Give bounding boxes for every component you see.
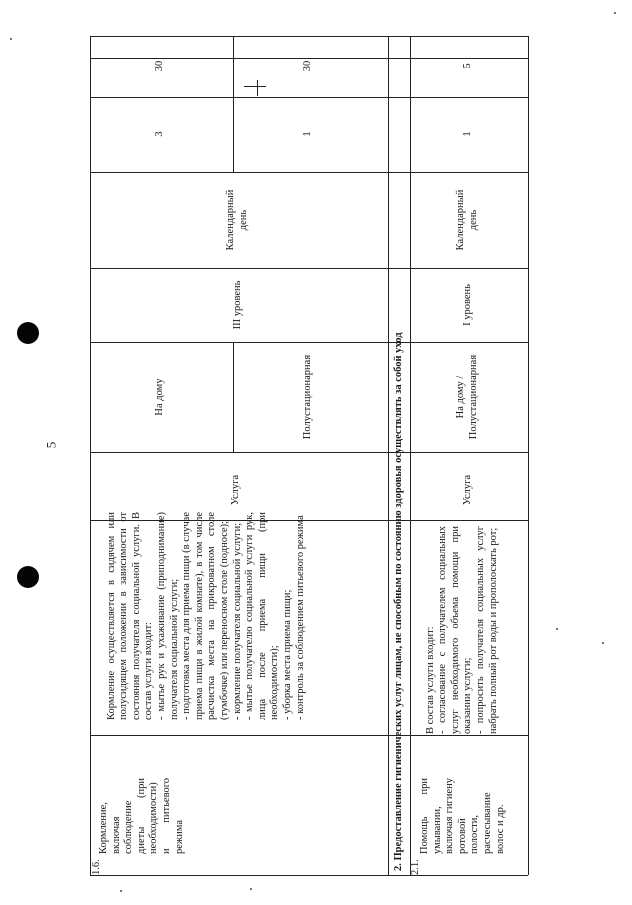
punch-hole-bottom	[17, 566, 39, 588]
cell-2-1-unit: Услуга	[462, 474, 473, 506]
cell-1-6-qty-semi: 1	[302, 131, 313, 137]
col-line-unit	[90, 268, 528, 269]
table-border-bottom	[90, 875, 528, 876]
table-border-top	[90, 36, 528, 37]
col-line-description	[90, 172, 528, 173]
col-line-name	[90, 97, 528, 98]
cell-1-6-total-home: 30	[154, 60, 165, 72]
cell-1-6-unit: Услуга	[230, 474, 241, 506]
scan-speck	[602, 642, 604, 644]
col-line-level	[90, 452, 528, 453]
subrow-sep-1-6-form	[233, 342, 234, 453]
cell-2-1-name: Помощь при умывании, включая гигиену ротовой полости, расчесывание волос и др.	[419, 778, 506, 854]
cell-2-1-description: В состав услуги входит: - согласование с получателем социальных услуг необходимого объема помощи при оказании услуги; - попросить получателя социальных услуг набрать полный рот воды и прополоскать рот;	[424, 526, 499, 734]
scan-speck	[120, 890, 122, 892]
scan-speck	[614, 12, 616, 14]
cell-1-6-description: Кормление осуществляется в сидячем или полусидящем положении в зависимости от состояния получателя социальной услуги. В состав услуги входит: - мытье рук и ухаживание (приподнимание) получателя социальной услуги; - подготовка места для приема пищи (в случае приема пищи в жилой комнате), в том числе расчистка места на прикроватном столе (тумбочке) или переносном столе (подносе); - кормление получателя социальной услуги; - мытье получателю социальной услуги рук, лица после приема пищи (при необходимости); - уборка места приема пищи; - контроль за соблюдением питьевого режима	[105, 512, 306, 720]
cell-1-6-period: Календарный день	[225, 189, 249, 251]
scan-speck	[10, 38, 12, 40]
table-border-right	[528, 36, 529, 875]
cell-1-6-name: Кормление, включая соблюдение диеты (при необходимости) и питьевого режима	[98, 778, 185, 854]
col-line-qty	[90, 735, 528, 736]
subrow-sep-1-6	[233, 36, 234, 173]
cell-2-1-form: На дому / Полустационарная	[455, 354, 479, 440]
cell-2-1-level: I уровень	[462, 284, 473, 326]
col-line-form	[90, 342, 528, 343]
cell-2-1-number: 2.1.	[410, 859, 421, 875]
cell-1-6-form-semi: Полустационарная	[302, 354, 313, 440]
row-sep-section2-bottom	[410, 36, 411, 875]
cell-2-1-period: Календарный день	[455, 189, 479, 251]
cell-1-6-level: III уровень	[232, 280, 243, 330]
section-2-heading: 2. Предоставление гигиенических услуг лицам, не способным по состоянию здоровья осуществлять за собой уход	[393, 332, 404, 871]
cell-1-6-total-semi: 30	[302, 60, 313, 72]
punch-hole-top	[17, 322, 39, 344]
cell-2-1-qty: 1	[462, 131, 473, 137]
cell-1-6-qty-home: 3	[154, 131, 165, 137]
pen-mark-2	[257, 80, 258, 96]
table-border-left	[90, 36, 91, 875]
page-number: 5	[43, 441, 59, 449]
pen-mark	[244, 86, 266, 87]
cell-1-6-number: 1.6.	[91, 859, 102, 875]
scan-speck	[250, 888, 252, 890]
cell-2-1-total: 5	[462, 63, 473, 69]
cell-1-6-form-home: На дому	[154, 378, 165, 416]
scan-speck	[556, 628, 558, 630]
row-sep-section2-top	[388, 36, 389, 875]
